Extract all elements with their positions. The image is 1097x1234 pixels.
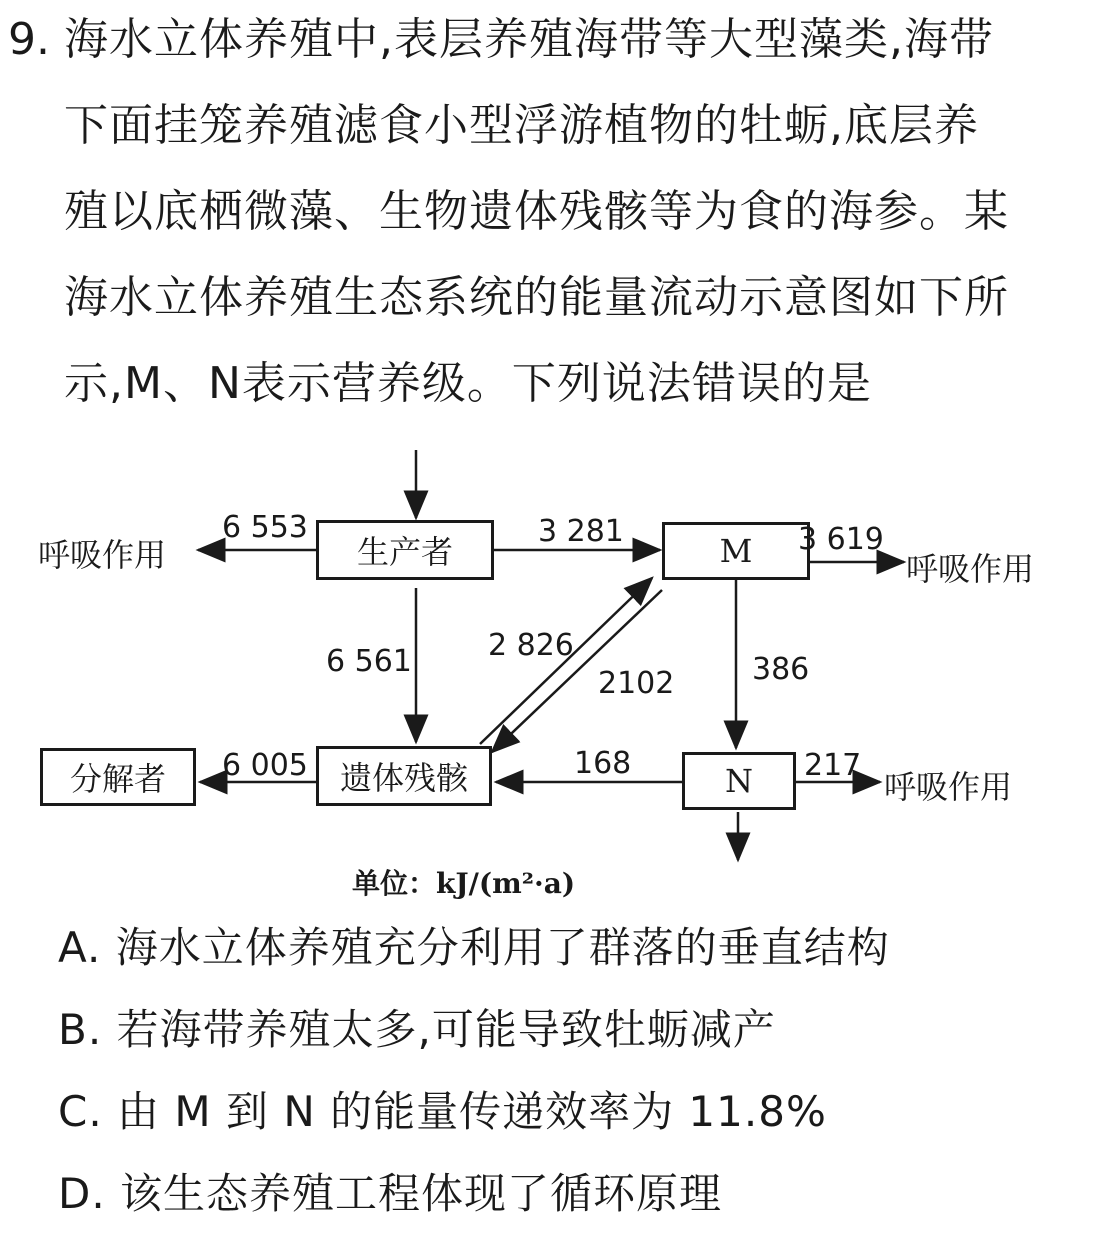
n-respiration-label: 呼吸作用 [884,768,1013,806]
value-n-to-remains: 168 [574,746,632,781]
question-line-3: 殖以底栖微藻、生物遗体残骸等为食的海参。某 [64,186,1009,237]
option-c: C. 由 M 到 N 的能量传递效率为 11.8% [58,1087,827,1136]
remains-label: 遗体残骸 [339,759,468,797]
m-label: M [719,532,753,570]
unit-label: 单位：kJ/(m²·a) [352,867,576,900]
question-line-2: 下面挂笼养殖滤食小型浮游植物的牡蛎,底层养 [64,100,979,151]
question-number: 9. [8,14,50,65]
producer-respiration-label: 呼吸作用 [38,536,167,574]
energy-flow-diagram [0,430,1097,900]
value-producer-respiration: 6 553 [222,510,308,545]
option-d: D. 该生态养殖工程体现了循环原理 [58,1169,723,1218]
decomposer-box [40,748,196,806]
producer-label: 生产者 [356,533,453,571]
value-n-respiration: 217 [804,748,862,783]
n-box [682,752,796,810]
value-m-to-remains: 2102 [598,666,675,701]
value-producer-to-remains: 6 561 [326,644,412,679]
value-remains-to-decomposer: 6 005 [222,748,308,783]
question-line-5: 示,M、N表示营养级。下列说法错误的是 [64,358,872,409]
producer-box [316,520,494,580]
option-a: A. 海水立体养殖充分利用了群落的垂直结构 [58,923,890,972]
value-remains-to-m: 2 826 [488,628,574,663]
question-line-4: 海水立体养殖生态系统的能量流动示意图如下所 [64,272,1009,323]
option-b: B. 若海带养殖太多,可能导致牡蛎减产 [58,1005,776,1054]
n-label: N [725,762,753,800]
decomposer-label: 分解者 [69,760,166,798]
value-producer-to-m: 3 281 [538,514,624,549]
m-box [662,522,810,580]
m-respiration-label: 呼吸作用 [906,550,1035,588]
question-line-1: 海水立体养殖中,表层养殖海带等大型藻类,海带 [64,14,994,65]
value-m-to-n: 386 [752,652,810,687]
remains-box [316,746,492,806]
diagram-arrows [0,430,1097,900]
value-m-respiration: 3 619 [798,522,884,557]
